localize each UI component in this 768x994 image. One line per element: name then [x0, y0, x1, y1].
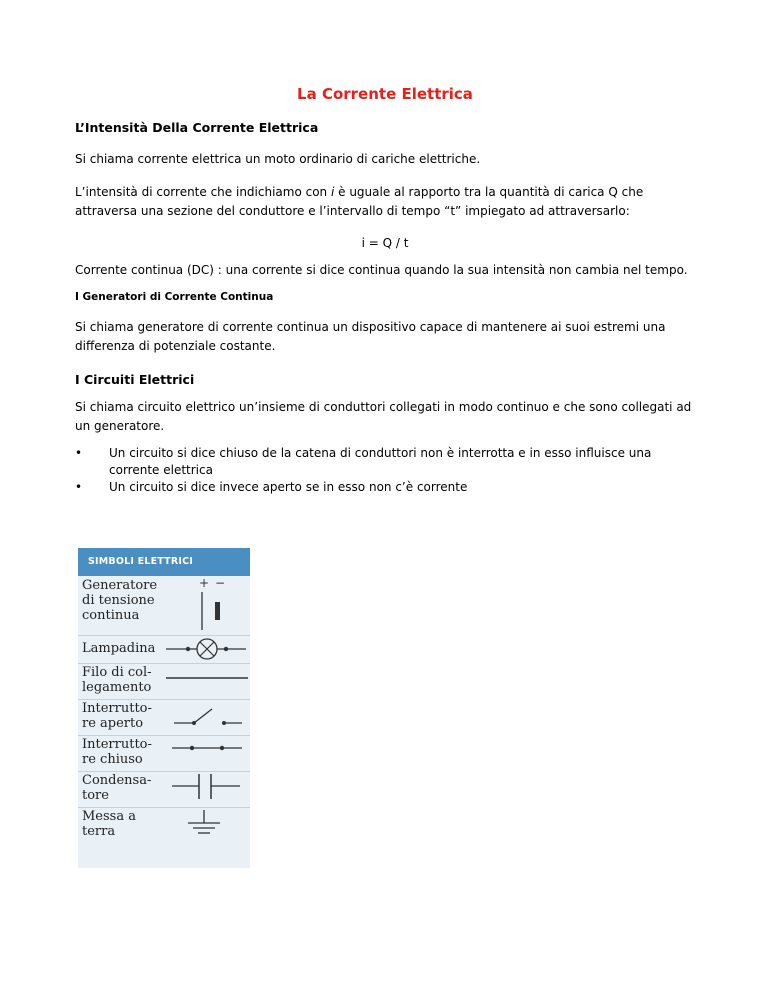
lamp-icon: [166, 635, 250, 663]
open-switch-icon: [166, 699, 250, 735]
symbol-label: Condensa- tore: [82, 773, 152, 803]
symbol-row-generator: [78, 576, 250, 636]
dc-generator-icon: [166, 576, 250, 635]
symbol-label: Interrutto- re aperto: [82, 701, 152, 731]
symbol-row-capacitor: [78, 771, 250, 808]
list-item-text: Un circuito si dice chiuso de la catena di conduttori non è interrotta e in esso influisce una corrente elettrica: [109, 446, 652, 477]
ground-icon: [166, 807, 250, 847]
section-heading-intensity: L’Intensità Della Corrente Elettrica: [75, 120, 319, 135]
closed-switch-icon: [166, 735, 250, 771]
paragraph-generator: Si chiama generatore di corrente continua un dispositivo capace di mantenere ai suoi estremi una differenza di potenziale costante.: [75, 320, 666, 353]
circuit-bullet-list: [75, 445, 695, 496]
symbol-row-lamp: [78, 635, 250, 664]
symbol-label: Interrutto- re chiuso: [82, 737, 152, 767]
paragraph-intensity-a: L’intensità di corrente che indichiamo con: [75, 185, 331, 199]
symbol-row-open-switch: [78, 699, 250, 736]
list-item: [75, 445, 695, 479]
electrical-symbols-table: [78, 548, 250, 868]
symbol-row-closed-switch: [78, 735, 250, 772]
capacitor-icon: [166, 771, 250, 807]
formula: i = Q / t: [361, 236, 409, 250]
wire-icon: [166, 663, 250, 699]
section-heading-generators: I Generatori di Corrente Continua: [75, 291, 274, 303]
symbols-table-header: SIMBOLI ELETTRICI: [78, 548, 250, 576]
symbol-row-ground: [78, 807, 250, 847]
symbol-row-wire: [78, 663, 250, 700]
paragraph-definition: Si chiama corrente elettrica un moto ordinario di cariche elettriche.: [75, 152, 481, 166]
list-item-text: Un circuito si dice invece aperto se in esso non c’è corrente: [109, 480, 468, 494]
symbol-label: Filo di col- legamento: [82, 665, 152, 695]
paragraph-intensity-b: è uguale al rapporto tra la quantità di carica Q che attraversa una sezione del conduttore e l’intervallo di tempo “t” impiegato ad attraversarlo:: [75, 185, 644, 218]
paragraph-circuit: Si chiama circuito elettrico un’insieme di conduttori collegati in modo continuo e che sono collegati ad un generatore.: [75, 400, 692, 433]
paragraph-dc: Corrente continua (DC) : una corrente si dice continua quando la sua intensità non cambia nel tempo.: [75, 263, 688, 277]
bullet-icon: •: [75, 480, 83, 494]
symbol-label: Generatore di tensione continua: [82, 578, 158, 623]
document-title: La Corrente Elettrica: [297, 85, 473, 103]
plus-sign: +: [199, 576, 210, 590]
section-heading-circuits: I Circuiti Elettrici: [75, 372, 195, 387]
paragraph-intensity: [75, 183, 695, 221]
symbol-label: Messa a terra: [82, 809, 136, 839]
intensity-symbol: i: [330, 185, 335, 199]
bullet-icon: •: [75, 446, 83, 460]
minus-sign: −: [215, 576, 226, 590]
list-item: [75, 479, 695, 496]
symbol-label: Lampadina: [82, 641, 156, 656]
